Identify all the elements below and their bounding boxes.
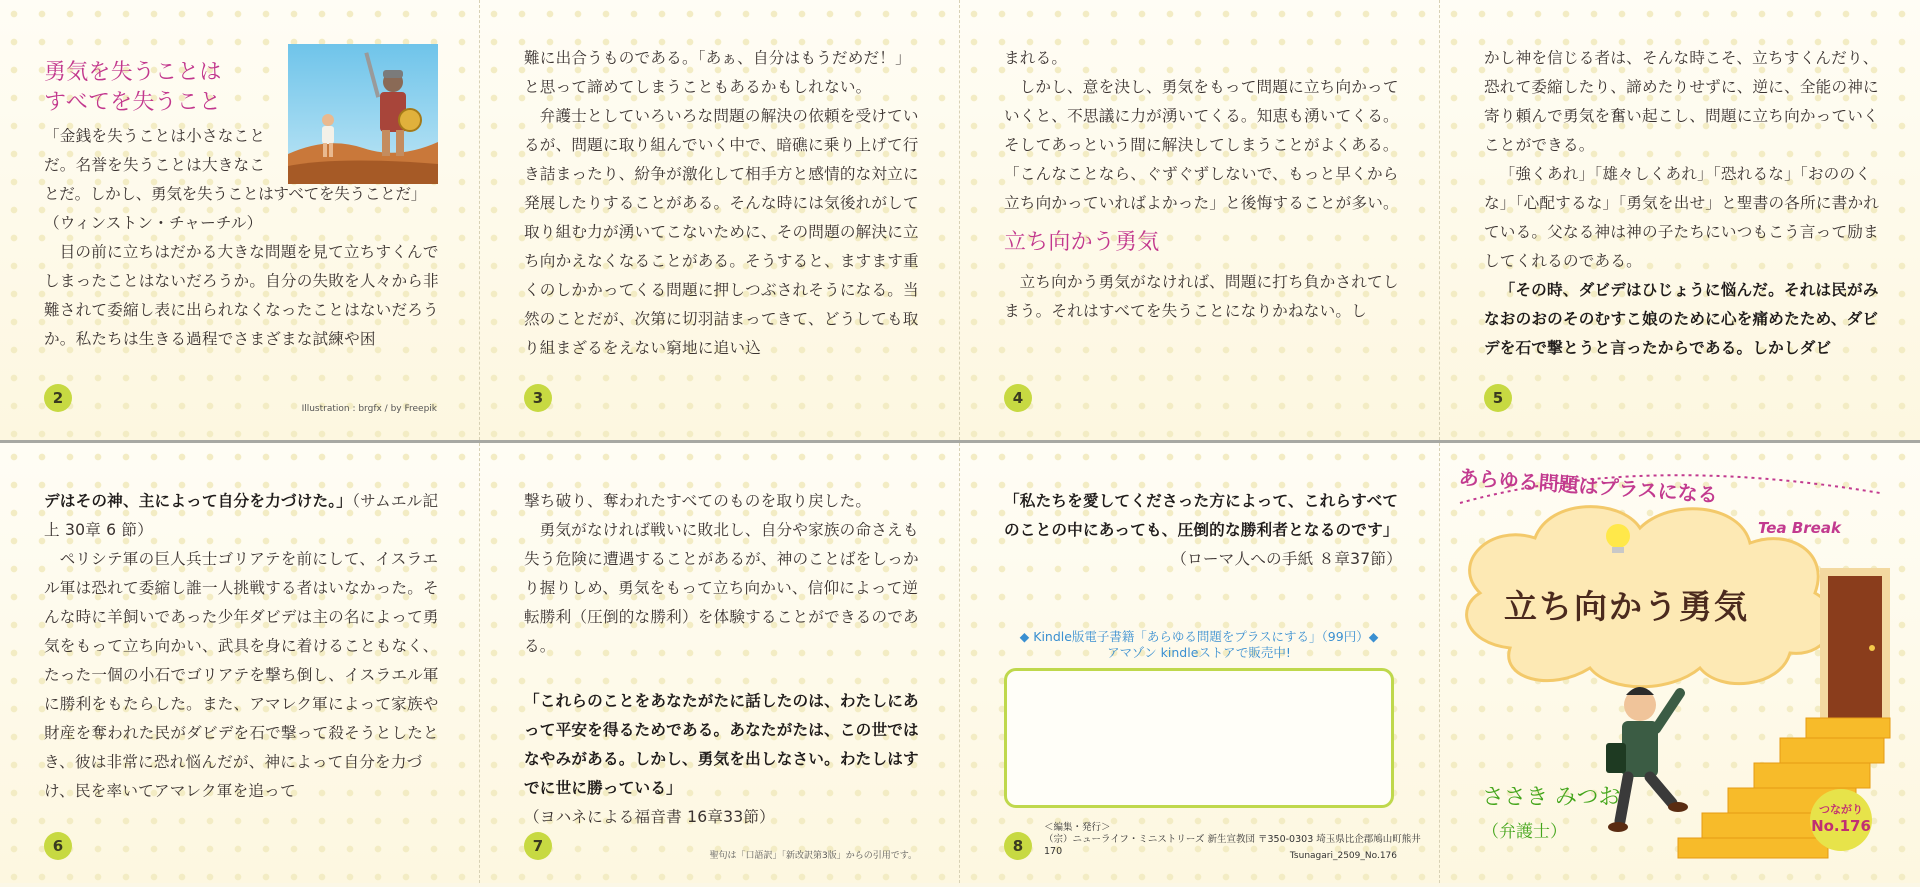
scripture-quote: 「その時、ダビデはひじょうに悩んだ。それは民がみなおのおのそのむすこ娘のために心を痛めたため、ダビデを石で撃とうと言ったからである。しかしダビ xyxy=(1484,281,1879,357)
page-4-text xyxy=(1004,44,1402,326)
scripture-credit: 聖句は「口語訳」「新改訳第3版」からの引用です。 xyxy=(709,851,917,861)
page-6-text xyxy=(44,487,442,806)
page-number: 7 xyxy=(524,832,552,860)
issue-badge xyxy=(1810,789,1872,851)
bottom-row xyxy=(0,443,1920,883)
illustration-credit: Illustration : brgfx / by Freepik xyxy=(301,404,437,414)
page-5 xyxy=(1440,0,1920,440)
paragraph: 弁護士としていろいろな問題の解決の依頼を受けているが、問題に取り組んでいく中で、暗礁に乗り上げて行き詰まったり、紛争が激化して相手方と感情的な対立に発展したりすることがある。そんな時には気後れがして取り組む力が湧いてこないために、その問題の解決に立ち向かえなくなることがある。そうすると、ますます重くのしかかってくる問題に押しつぶされそうになる。当然のことだが、次第に切羽詰まってきて、どうしても取り組まざるをえない窮地に追い込 xyxy=(524,107,919,357)
page-number: 3 xyxy=(524,384,552,412)
paragraph: かし神を信じる者は、そんな時こそ、立ちすくんだり、恐れて委縮したり、諦めたりせずに、逆に、全能の神に寄り頼んで勇気を奮い起こし、問題に立ち向かっていくことができる。 xyxy=(1484,49,1879,154)
page-7 xyxy=(480,443,960,883)
paragraph: 立ち向かう勇気がなければ、問題に打ち負かされてしまう。それはすべてを失うことになりかねない。し xyxy=(1004,273,1399,320)
scripture-reference: （ヨハネによる福音書 16章33節） xyxy=(524,808,775,826)
top-row xyxy=(0,0,1920,440)
page-2-text xyxy=(44,58,442,354)
paragraph: しかし、意を決し、勇気をもって問題に立ち向かっていくと、不思議に力が湧いてくる。知恵も湧いてくる。そしてあっという間に解決してしまうことがよくある。「こんなことなら、ぐずぐずしないで、もっと早くから立ち向かっていればよかった」と後悔することが多い。 xyxy=(1004,78,1399,212)
paragraph: 難に出合うものである。「あぁ、自分はもうだめだ！」と思って諦めてしまうこともあるかもしれない。 xyxy=(524,49,911,96)
paragraph: ペリシテ軍の巨人兵士ゴリアテを前にして、イスラエル軍は恐れて委縮し誰一人挑戦する者はいなかった。そんな時に羊飼いであった少年ダビデは主の名によって勇気をもって立ち向かい、武具を身に着けることもなく、たった一個の小石でゴリアテを撃ち倒し、イスラエル軍に勝利をもたらした。また、アマレク軍によって家族や財産を奪われた民がダビデを石で撃って殺そうとしたとき、彼は非常に恐れ悩んだが、神によって自分を力づけ、民を率いてアマレク軍を追って xyxy=(44,550,439,800)
page-number: 4 xyxy=(1004,384,1032,412)
page-8-text xyxy=(1004,487,1402,574)
page-7-text xyxy=(524,487,922,832)
author-name: ささき みつお xyxy=(1482,785,1621,810)
page-number: 8 xyxy=(1004,832,1032,860)
page-number: 5 xyxy=(1484,384,1512,412)
page-3-text xyxy=(524,44,922,363)
paragraph: 「強くあれ」「雄々しくあれ」「恐れるな」「おののくな」「心配するな」「勇気を出せ」と聖書の各所に書かれている。父なる神は神の子たちにいつもこう言って励ましてくれるのである。 xyxy=(1484,165,1880,270)
scripture-quote: 「これらのことをあなたがたに話したのは、わたしにあって平安を得るためである。あなたがたは、この世ではなやみがある。しかし、勇気を出しなさい。わたしはすでに世に勝っている」 xyxy=(524,692,919,797)
quote-attribution: （ウィンストン・チャーチル） xyxy=(44,214,263,232)
series-title: あらゆる問題はプラスになる xyxy=(1458,464,1719,508)
cover-title: 立ち向かう勇気 xyxy=(1504,587,1749,626)
paragraph: まれる。 xyxy=(1004,49,1068,67)
section-heading: 勇気を失うことは すべてを失うこと xyxy=(44,60,222,115)
section-heading: 立ち向かう勇気 xyxy=(1004,230,1160,255)
kindle-notice: ◆ Kindle版電子書籍「あらゆる問題をプラスにする」（99円）◆ アマゾン kindleストアで販売中! xyxy=(1019,629,1379,660)
badge-label: つながり xyxy=(1819,803,1863,816)
issue-code: Tsunagari_2509_No.176 xyxy=(1289,851,1397,861)
page-number: 6 xyxy=(44,832,72,860)
scripture-reference: （サムエル記上 30章 6 節） xyxy=(44,492,439,539)
page-6 xyxy=(0,443,480,883)
quote-line: だ。名誉を失うことは大きなこ xyxy=(44,156,266,174)
publisher-imprint: ＜編集・発行＞ （宗）ニューライフ・ミニストリーズ 新生宣教団 〒350-0303 埼玉県比企郡鳩山町熊井 170 xyxy=(1044,822,1421,857)
page-8 xyxy=(960,443,1440,883)
tea-break-label: Tea Break xyxy=(1758,519,1841,537)
paragraph: 目の前に立ちはだかる大きな問題を見て立ちすくんでしまったことはないだろうか。自分の失敗を人々から非難されて委縮し表に出られなくなったことはないだろうか。私たちは生きる過程でさまざまな試練や困 xyxy=(44,243,439,348)
page-2 xyxy=(0,0,480,440)
page-4 xyxy=(960,0,1440,440)
page-3 xyxy=(480,0,960,440)
badge-number: No.176 xyxy=(1811,817,1871,835)
page-5-text xyxy=(1484,44,1882,363)
paragraph: 撃ち破り、奪われたすべてのものを取り戻した。 xyxy=(524,492,872,510)
page-number: 2 xyxy=(44,384,72,412)
scripture-quote: デはその神、主によって自分を力づけた。」 xyxy=(44,492,353,510)
paragraph: 勇気がなければ戦いに敗北し、自分や家族の命さえも失う危険に遭遇することがあるが、神のことばをしっかり握りしめ、勇気をもって立ち向かい、信仰によって逆転勝利（圧倒的な勝利）を体験することができるのである。 xyxy=(524,521,919,655)
author-role: （弁護士） xyxy=(1482,822,1567,842)
author-block xyxy=(1482,781,1621,849)
quote-line: とだ。しかし、勇気を失うことはすべてを失うことだ」 xyxy=(44,185,427,203)
quote-line: 「金銭を失うことは小さなこと xyxy=(44,127,266,145)
blank-note-box xyxy=(1004,668,1394,808)
scripture-reference: （ローマ人への手紙 ８章37節） xyxy=(1171,550,1402,568)
scripture-quote: 「私たちを愛してくださった方によって、これらすべてのことの中にあっても、圧倒的な勝利者となるのです」 xyxy=(1004,492,1399,539)
cover-page xyxy=(1440,443,1920,883)
